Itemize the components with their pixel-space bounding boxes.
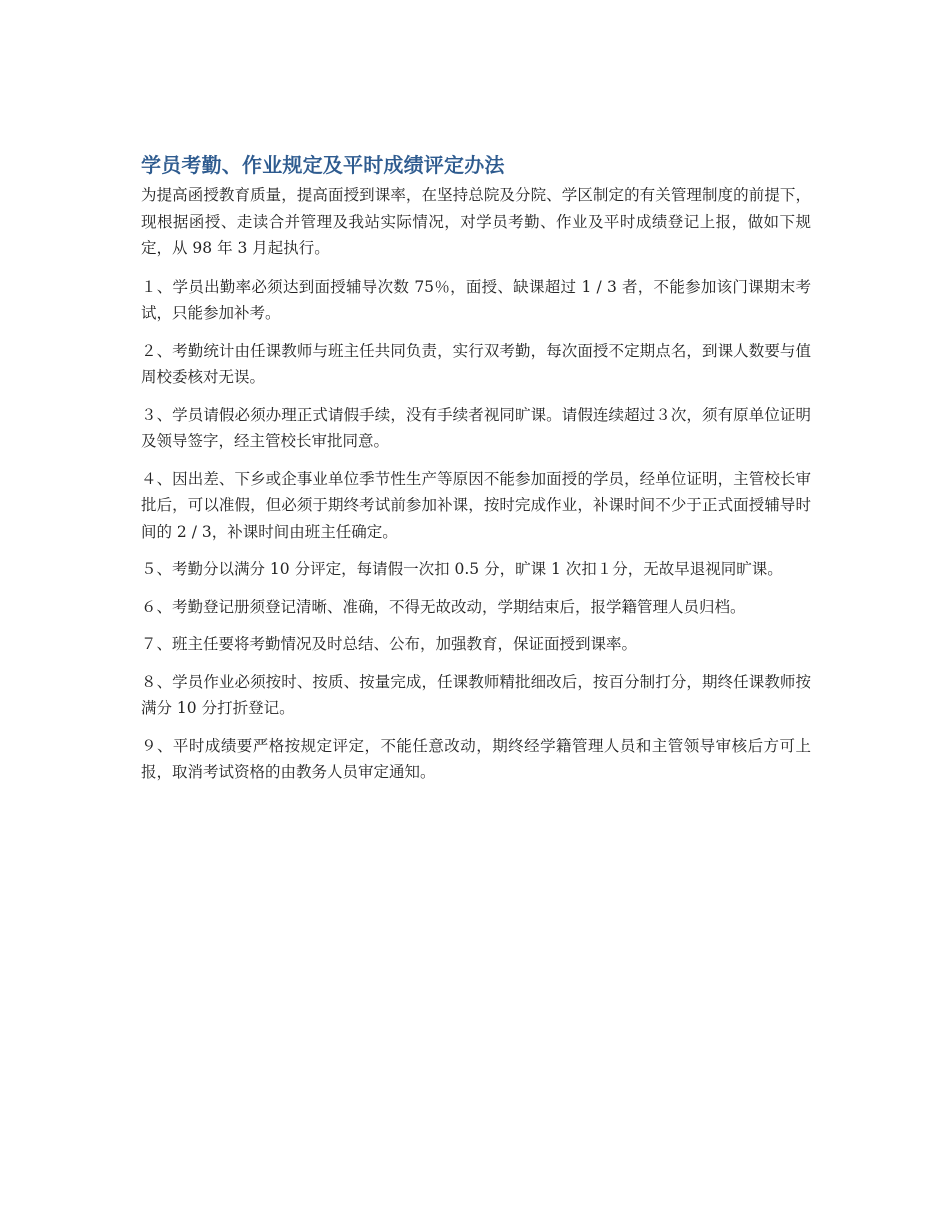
- rule-item-3: ３、学员请假必须办理正式请假手续，没有手续者视同旷课。请假连续超过３次，须有原单位证明及领导签字，经主管校长审批同意。: [141, 405, 811, 450]
- rule-item-8: ８、学员作业必须按时、按质、按量完成，任课教师精批细改后，按百分制打分，期终任课教师按满分 10 分打折登记。: [141, 672, 811, 717]
- document-page: [141, 150, 811, 797]
- intro-paragraph: 为提高函授教育质量，提高面授到课率，在坚持总院及分院、学区制定的有关管理制度的前提下，现根据函授、走读合并管理及我站实际情况，对学员考勤、作业及平时成绩登记上报，做如下规定，从 98 年 3 月起执行。: [141, 186, 811, 257]
- document-title: 学员考勤、作业规定及平时成绩评定办法: [141, 153, 505, 177]
- rule-item-9: ９、平时成绩要严格按规定评定，不能任意改动，期终经学籍管理人员和主管领导审核后方可上报，取消考试资格的由教务人员审定通知。: [141, 736, 811, 781]
- rule-item-4: ４、因出差、下乡或企事业单位季节性生产等原因不能参加面授的学员，经单位证明，主管校长审批后，可以准假，但必须于期终考试前参加补课，按时完成作业，补课时间不少于正式面授辅导时间的 2 / 3，补课时间由班主任确定。: [141, 469, 811, 541]
- rule-item-2: ２、考勤统计由任课教师与班主任共同负责，实行双考勤，每次面授不定期点名，到课人数要与值周校委核对无误。: [141, 341, 811, 386]
- rule-item-7: ７、班主任要将考勤情况及时总结、公布，加强教育，保证面授到课率。: [141, 635, 638, 653]
- rule-item-6: ６、考勤登记册须登记清晰、准确，不得无故改动，学期结束后，报学籍管理人员归档。: [141, 597, 746, 616]
- rule-item-5: ５、考勤分以满分 10 分评定，每请假一次扣 0.5 分，旷课 1 次扣１分，无故早退视同旷课。: [141, 560, 783, 578]
- rule-item-1: １、学员出勤率必须达到面授辅导次数 75％，面授、缺课超过 1 / 3 者，不能参加该门课期末考试，只能参加补考。: [141, 277, 811, 322]
